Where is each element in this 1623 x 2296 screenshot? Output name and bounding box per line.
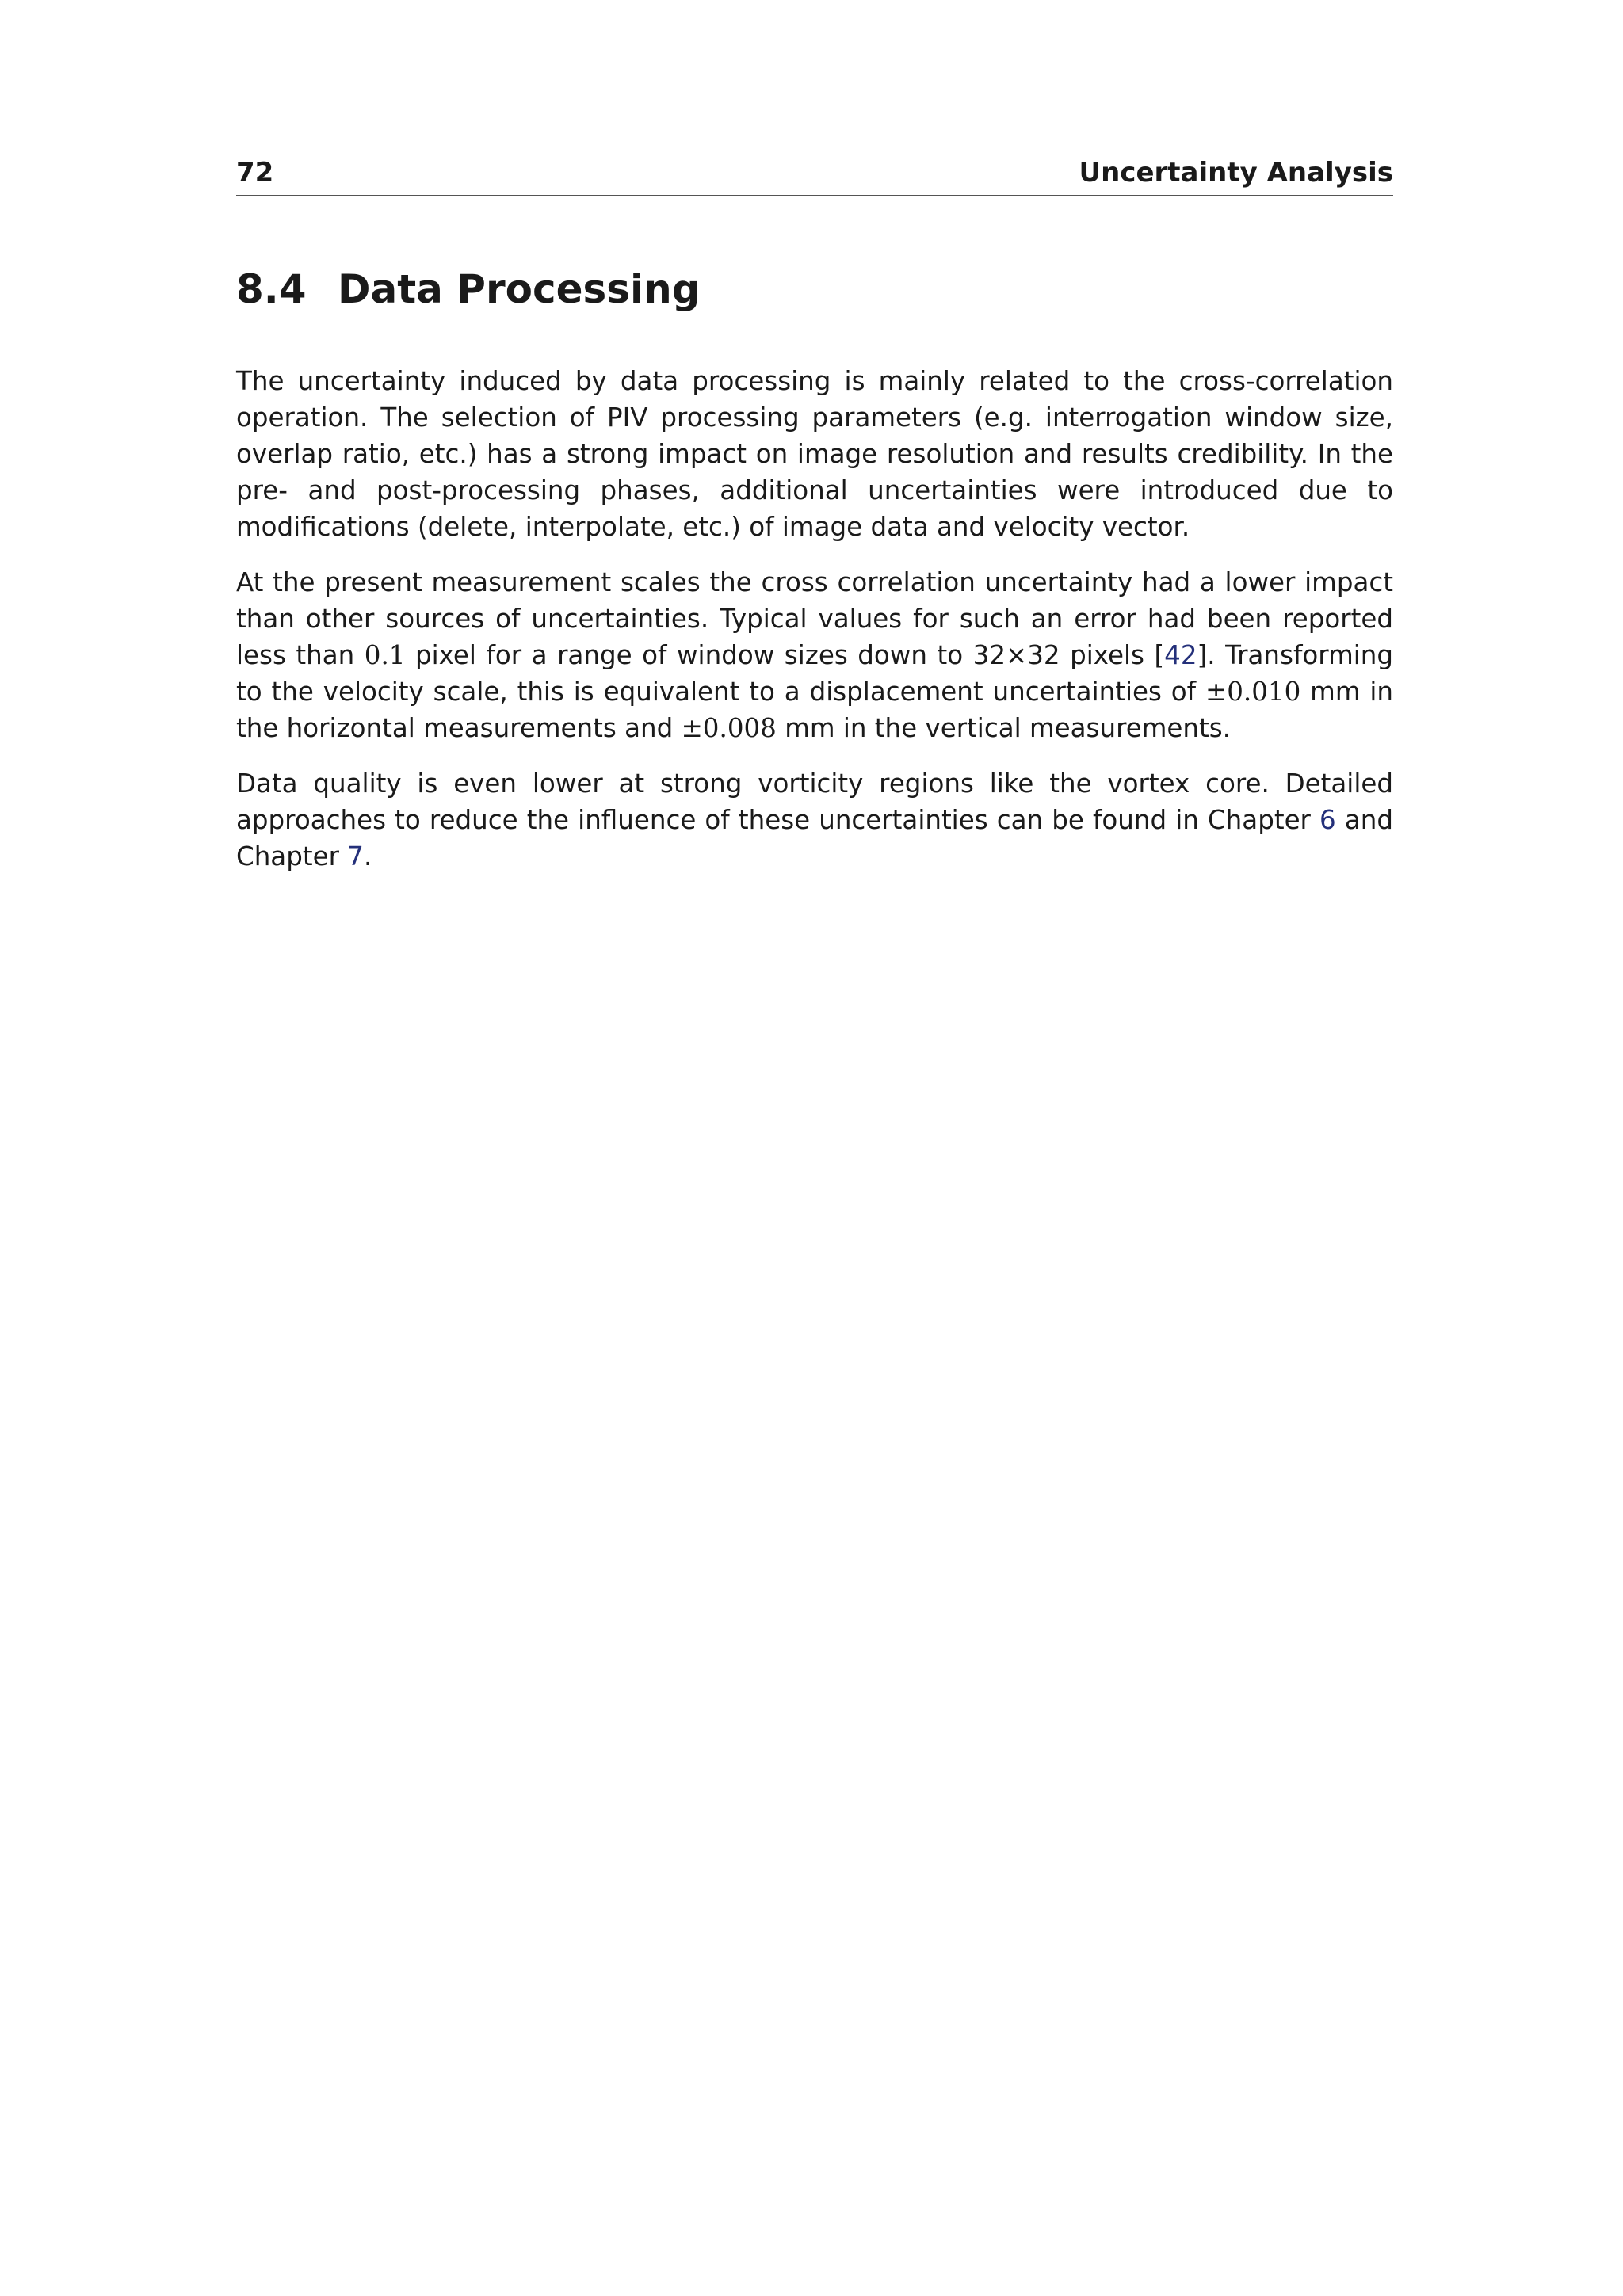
paragraph-3-text-3: . <box>363 841 372 871</box>
math-value-pixel: 0.1 <box>364 640 406 670</box>
paragraph-2-text-4: mm in the horizontal measurements and <box>236 677 1393 743</box>
page-number: 72 <box>236 157 274 189</box>
paragraph-3 <box>236 765 1393 875</box>
paragraph-2-text-5: mm in the vertical measurements. <box>776 713 1231 743</box>
section-heading <box>236 261 701 317</box>
paragraph-3-text-2: and Chapter <box>236 805 1393 871</box>
running-title: Uncertainty Analysis <box>1079 157 1393 189</box>
paragraph-2-text-3: ]. Transforming to the velocity scale, this is equivalent to a displacement uncertainties of <box>236 640 1393 707</box>
section-number: 8.4 <box>236 266 307 312</box>
page-header <box>236 155 1393 196</box>
chapter-6-link[interactable]: 6 <box>1319 805 1336 835</box>
paragraph-3-text-1: Data quality is even lower at strong vorticity regions like the vortex core. Detailed approaches to reduce the influence of these uncertainties can be found in Chapter <box>236 769 1393 835</box>
paragraph-1: The uncertainty induced by data processing is mainly related to the cross-correlation operation. The selection of PIV processing parameters (e.g. interrogation window size, overlap ratio, etc.) has a strong impact on image resolution and results credibility. In the pre- and post-processing phases, additional uncertainties were introduced due to modifications (delete, interpolate, etc.) of image data and velocity vector. <box>236 366 1393 542</box>
chapter-7-link[interactable]: 7 <box>347 841 364 871</box>
paragraph-2-text-2: pixel for a range of window sizes down to 32×32 pixels [ <box>405 640 1165 670</box>
math-value-vertical: ±0.008 <box>681 713 777 743</box>
paragraph-2 <box>236 564 1393 746</box>
section-title: Data Processing <box>338 266 701 312</box>
paragraph-2-text-1: At the present measurement scales the cross correlation uncertainty had a lower impact than other sources of uncertainties. Typical values for such an error had been reported less than <box>236 567 1393 670</box>
math-value-horizontal: ±0.010 <box>1205 677 1301 707</box>
citation-link[interactable]: 42 <box>1164 640 1197 670</box>
